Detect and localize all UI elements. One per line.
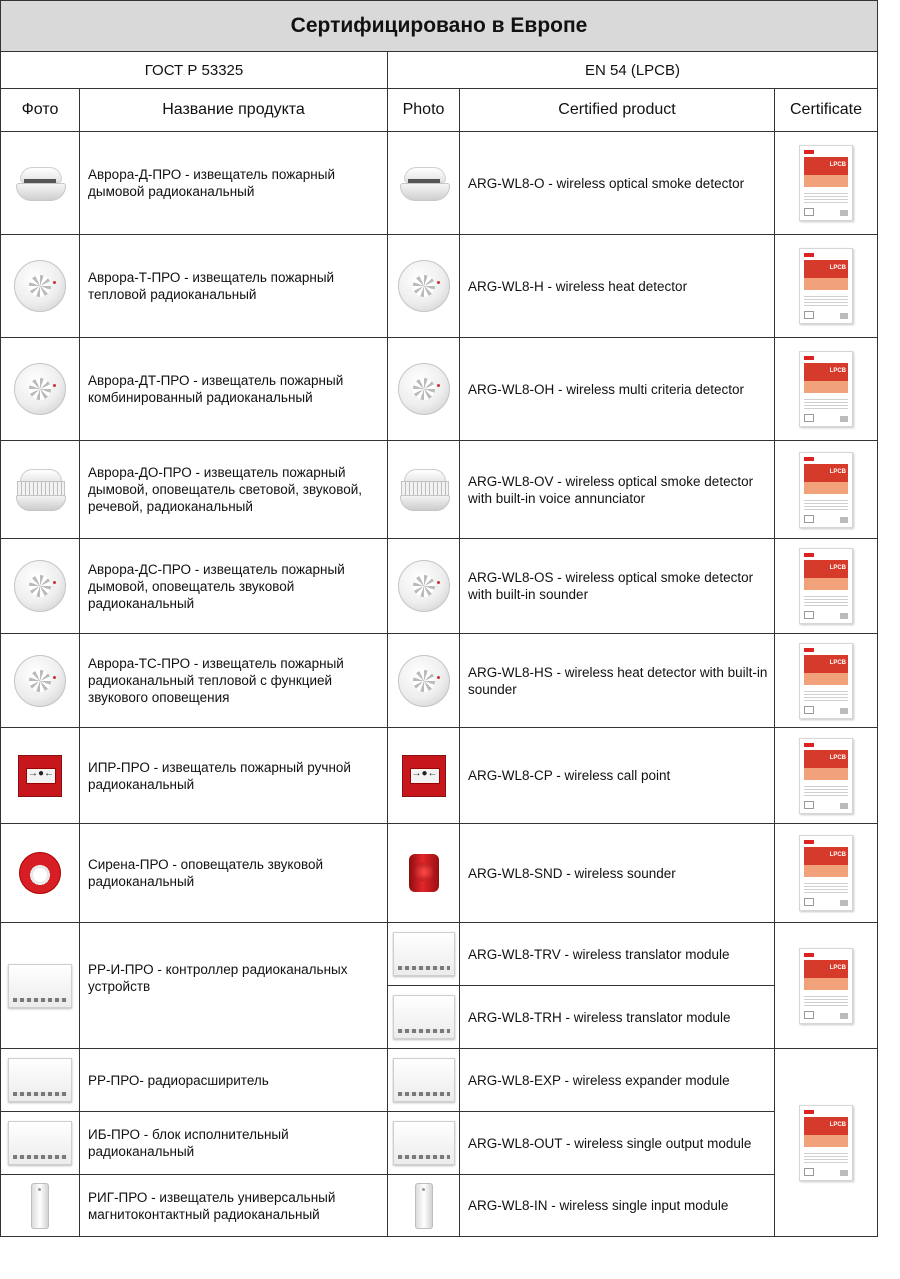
product-name-ru: ИБ-ПРО - блок исполнительный радиоканальный (80, 1112, 388, 1175)
table-row (1, 1112, 878, 1175)
sounder-detector-icon (398, 560, 450, 612)
controller-module-icon (8, 964, 72, 1008)
product-name-ru: Аврора-ДС-ПРО - извещатель пожарный дымовой, оповещатель звуковой радиоканальный (80, 539, 388, 634)
siren-icon (406, 852, 442, 894)
heat-sounder-icon (398, 655, 450, 707)
product-name-en: ARG-WL8-EXP - wireless expander module (460, 1049, 775, 1112)
product-name-en: ARG-WL8-CP - wireless call point (460, 728, 775, 824)
table-row (1, 923, 878, 986)
product-name-ru: Сирена-ПРО - оповещатель звуковой радиоканальный (80, 824, 388, 923)
voice-detector-icon (14, 467, 66, 513)
page-title: Сертифицировано в Европе (1, 1, 878, 52)
product-name-en: ARG-WL8-IN - wireless single input module (460, 1175, 775, 1237)
heat-sounder-icon (14, 655, 66, 707)
sounder-detector-icon (14, 560, 66, 612)
voice-detector-icon (398, 467, 450, 513)
product-name-en: ARG-WL8-O - wireless optical smoke detector (460, 132, 775, 235)
expander-module-icon (393, 1058, 455, 1102)
lpcb-certificate-icon (799, 1105, 853, 1181)
table-row (1, 1175, 878, 1237)
call-point-icon (18, 755, 62, 797)
lpcb-certificate-icon (799, 248, 853, 324)
header-product-en: Certified product (460, 89, 775, 132)
standard-gost: ГОСТ Р 53325 (1, 52, 388, 89)
product-name-ru: Аврора-Т-ПРО - извещатель пожарный тепловой радиоканальный (80, 235, 388, 338)
table-row (1, 539, 878, 634)
product-name-ru: РИГ-ПРО - извещатель универсальный магнитоконтактный радиоканальный (80, 1175, 388, 1237)
header-name-ru: Название продукта (80, 89, 388, 132)
product-name-en: ARG-WL8-TRV - wireless translator module (460, 923, 775, 986)
smoke-detector-icon (14, 163, 66, 203)
translator-module-icon (393, 995, 455, 1039)
lpcb-certificate-icon (799, 145, 853, 221)
lpcb-certificate-icon (799, 948, 853, 1024)
output-module-icon (393, 1121, 455, 1165)
lpcb-certificate-icon (799, 351, 853, 427)
input-module-icon (31, 1183, 49, 1229)
product-name-ru: Аврора-ТС-ПРО - извещатель пожарный радиоканальный тепловой с функцией звукового оповещения (80, 634, 388, 728)
header-photo-en: Photo (388, 89, 460, 132)
multi-detector-icon (14, 363, 66, 415)
product-name-ru: ИПР-ПРО - извещатель пожарный ручной радиоканальный (80, 728, 388, 824)
input-module-icon (415, 1183, 433, 1229)
table-row (1, 824, 878, 923)
table-row (1, 441, 878, 539)
product-name-en: ARG-WL8-OUT - wireless single output module (460, 1112, 775, 1175)
lpcb-certificate-icon (799, 738, 853, 814)
translator-module-icon (393, 932, 455, 976)
product-name-en: ARG-WL8-OV - wireless optical smoke detector with built-in voice annunciator (460, 441, 775, 539)
product-name-ru: Аврора-ДО-ПРО - извещатель пожарный дымовой, оповещатель световой, звуковой, речевой, радиоканальный (80, 441, 388, 539)
product-name-ru: Аврора-ДТ-ПРО - извещатель пожарный комбинированный радиоканальный (80, 338, 388, 441)
lpcb-certificate-icon (799, 643, 853, 719)
product-name-en: ARG-WL8-HS - wireless heat detector with built-in sounder (460, 634, 775, 728)
product-name-en: ARG-WL8-H - wireless heat detector (460, 235, 775, 338)
call-point-icon (402, 755, 446, 797)
siren-icon (19, 852, 61, 894)
heat-detector-icon (398, 260, 450, 312)
product-name-en: ARG-WL8-OS - wireless optical smoke detector with built-in sounder (460, 539, 775, 634)
lpcb-certificate-icon (799, 452, 853, 528)
product-name-en: ARG-WL8-TRH - wireless translator module (460, 986, 775, 1049)
table-row (1, 1049, 878, 1112)
table-row (1, 728, 878, 824)
product-name-en: ARG-WL8-OH - wireless multi criteria detector (460, 338, 775, 441)
multi-detector-icon (398, 363, 450, 415)
product-name-ru: РР-И-ПРО - контроллер радиоканальных устройств (80, 923, 388, 1049)
header-certificate: Certificate (775, 89, 878, 132)
header-photo-ru: Фото (1, 89, 80, 132)
heat-detector-icon (14, 260, 66, 312)
lpcb-certificate-icon (799, 835, 853, 911)
table-row (1, 132, 878, 235)
product-name-ru: РР-ПРО- радиорасширитель (80, 1049, 388, 1112)
smoke-detector-icon (398, 163, 450, 203)
standard-en54: EN 54 (LPCB) (388, 52, 878, 89)
lpcb-certificate-icon (799, 548, 853, 624)
table-row (1, 235, 878, 338)
product-name-en: ARG-WL8-SND - wireless sounder (460, 824, 775, 923)
table-row (1, 338, 878, 441)
output-module-icon (8, 1121, 72, 1165)
product-name-ru: Аврора-Д-ПРО - извещатель пожарный дымовой радиоканальный (80, 132, 388, 235)
expander-module-icon (8, 1058, 72, 1102)
table-row (1, 634, 878, 728)
